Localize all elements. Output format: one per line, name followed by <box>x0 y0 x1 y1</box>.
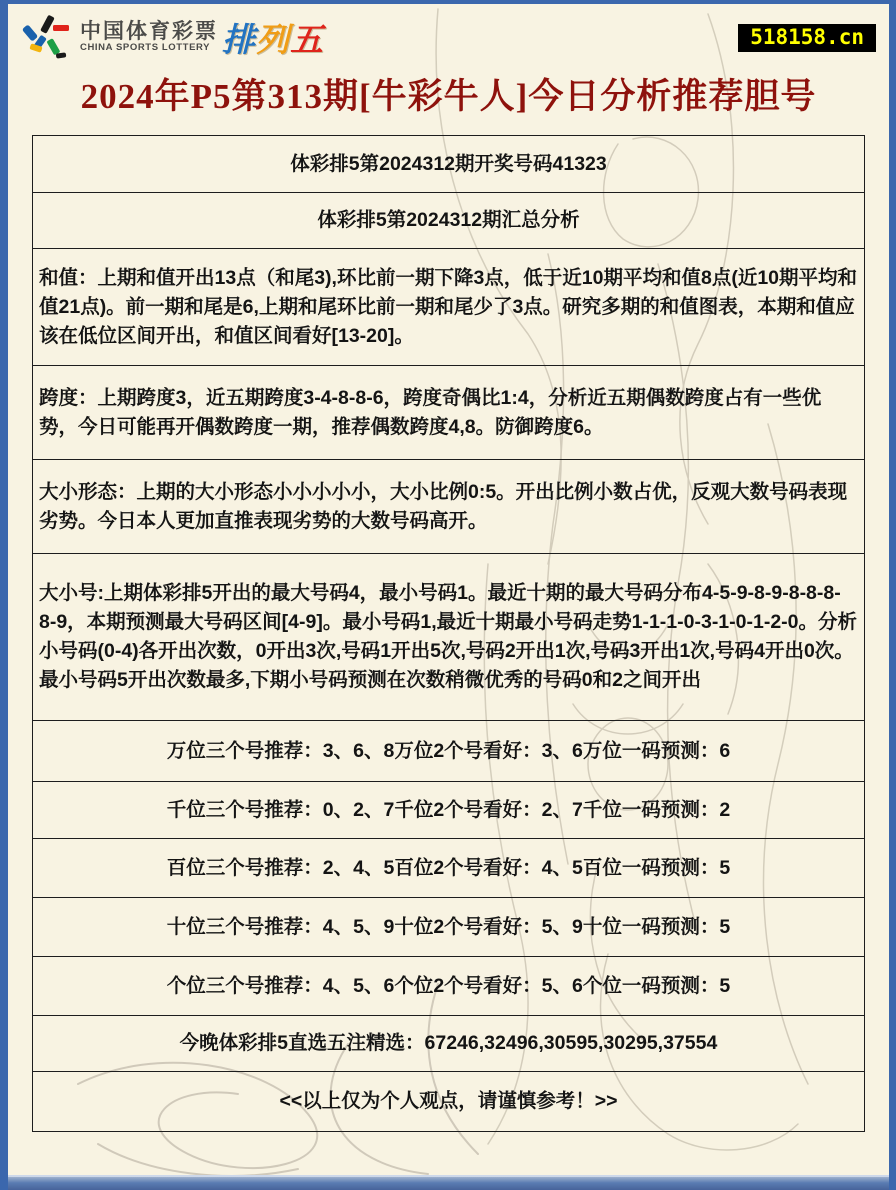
product-char-wu: 五 <box>290 20 324 58</box>
logo-text <box>80 21 218 53</box>
header <box>8 4 889 66</box>
table-row-draw-result: 体彩排5第2024312期开奖号码41323 <box>33 136 864 193</box>
sports-lottery-figure-icon <box>22 13 74 61</box>
china-sports-lottery-logo <box>22 13 324 61</box>
product-char-pai: 排 <box>222 20 256 58</box>
table-row-summary-title: 体彩排5第2024312期汇总分析 <box>33 193 864 249</box>
table-row-sum-analysis: 和值：上期和值开出13点（和尾3),环比前一期下降3点，低于近10期平均和值8点(近10期平均和值21点)。前一期和尾是6,上期和尾环比前一期和尾少了3点。研究多期的和值图表，本期和值应该在低位区间开出，和值区间看好[13-20]。 <box>33 249 864 366</box>
table-row-direct-picks: 今晚体彩排5直选五注精选：67246,32496,30595,30295,37554 <box>33 1016 864 1072</box>
page-title: 2024年P5第313期[牛彩牛人]今日分析推荐胆号 <box>80 77 817 116</box>
bottom-bar <box>8 1175 889 1190</box>
table-row-wan-position-recommend: 万位三个号推荐：3、6、8万位2个号看好：3、6万位一码预测：6 <box>33 721 864 782</box>
table-row-ge-position-recommend: 个位三个号推荐：4、5、6个位2个号看好：5、6个位一码预测：5 <box>33 957 864 1016</box>
table-row-span-analysis: 跨度：上期跨度3，近五期跨度3-4-8-8-6，跨度奇偶比1:4，分析近五期偶数跨度占有一些优势，今日可能再开偶数跨度一期，推荐偶数跨度4,8。防御跨度6。 <box>33 366 864 460</box>
logo-brand-en: CHINA SPORTS LOTTERY <box>80 42 211 54</box>
table-row-disclaimer: <<以上仅为个人观点，请谨慎参考！>> <box>279 1090 618 1112</box>
table-row-minmax-number-analysis: 大小号:上期体彩排5开出的最大号码4，最小号码1。最近十期的最大号码分布4-5-9-8-9-8-8-8-8-9，本期预测最大号码区间[4-9]。最小号码1,最近十期最小号码走势1-1-1-0-3-1-0-1-2-0。分析小号码(0-4)各开出次数，0开出3次,号码1开出5次,号码2开出1次,号码3开出1次,号码4开出0次。最小号码5开出次数最多,下期小号码预测在次数稍微优秀的号码0和2之间开出 <box>33 554 864 721</box>
table-row-bai-position-recommend: 百位三个号推荐：2、4、5百位2个号看好：4、5百位一码预测：5 <box>33 839 864 898</box>
logo-brand-cn: 中国体育彩票 <box>80 19 218 43</box>
logo-product-name <box>222 14 324 61</box>
analysis-table <box>32 135 865 1132</box>
site-badge: 518158.cn <box>738 24 876 52</box>
product-char-lie: 列 <box>256 20 290 58</box>
table-row-qian-position-recommend: 千位三个号推荐：0、2、7千位2个号看好：2、7千位一码预测：2 <box>33 782 864 839</box>
table-row-shi-position-recommend: 十位三个号推荐：4、5、9十位2个号看好：5、9十位一码预测：5 <box>33 898 864 957</box>
table-row-size-pattern-analysis: 大小形态：上期的大小形态小小小小小，大小比例0:5。开出比例小数占优，反观大数号码表现劣势。今日本人更加直推表现劣势的大数号码高开。 <box>33 460 864 554</box>
